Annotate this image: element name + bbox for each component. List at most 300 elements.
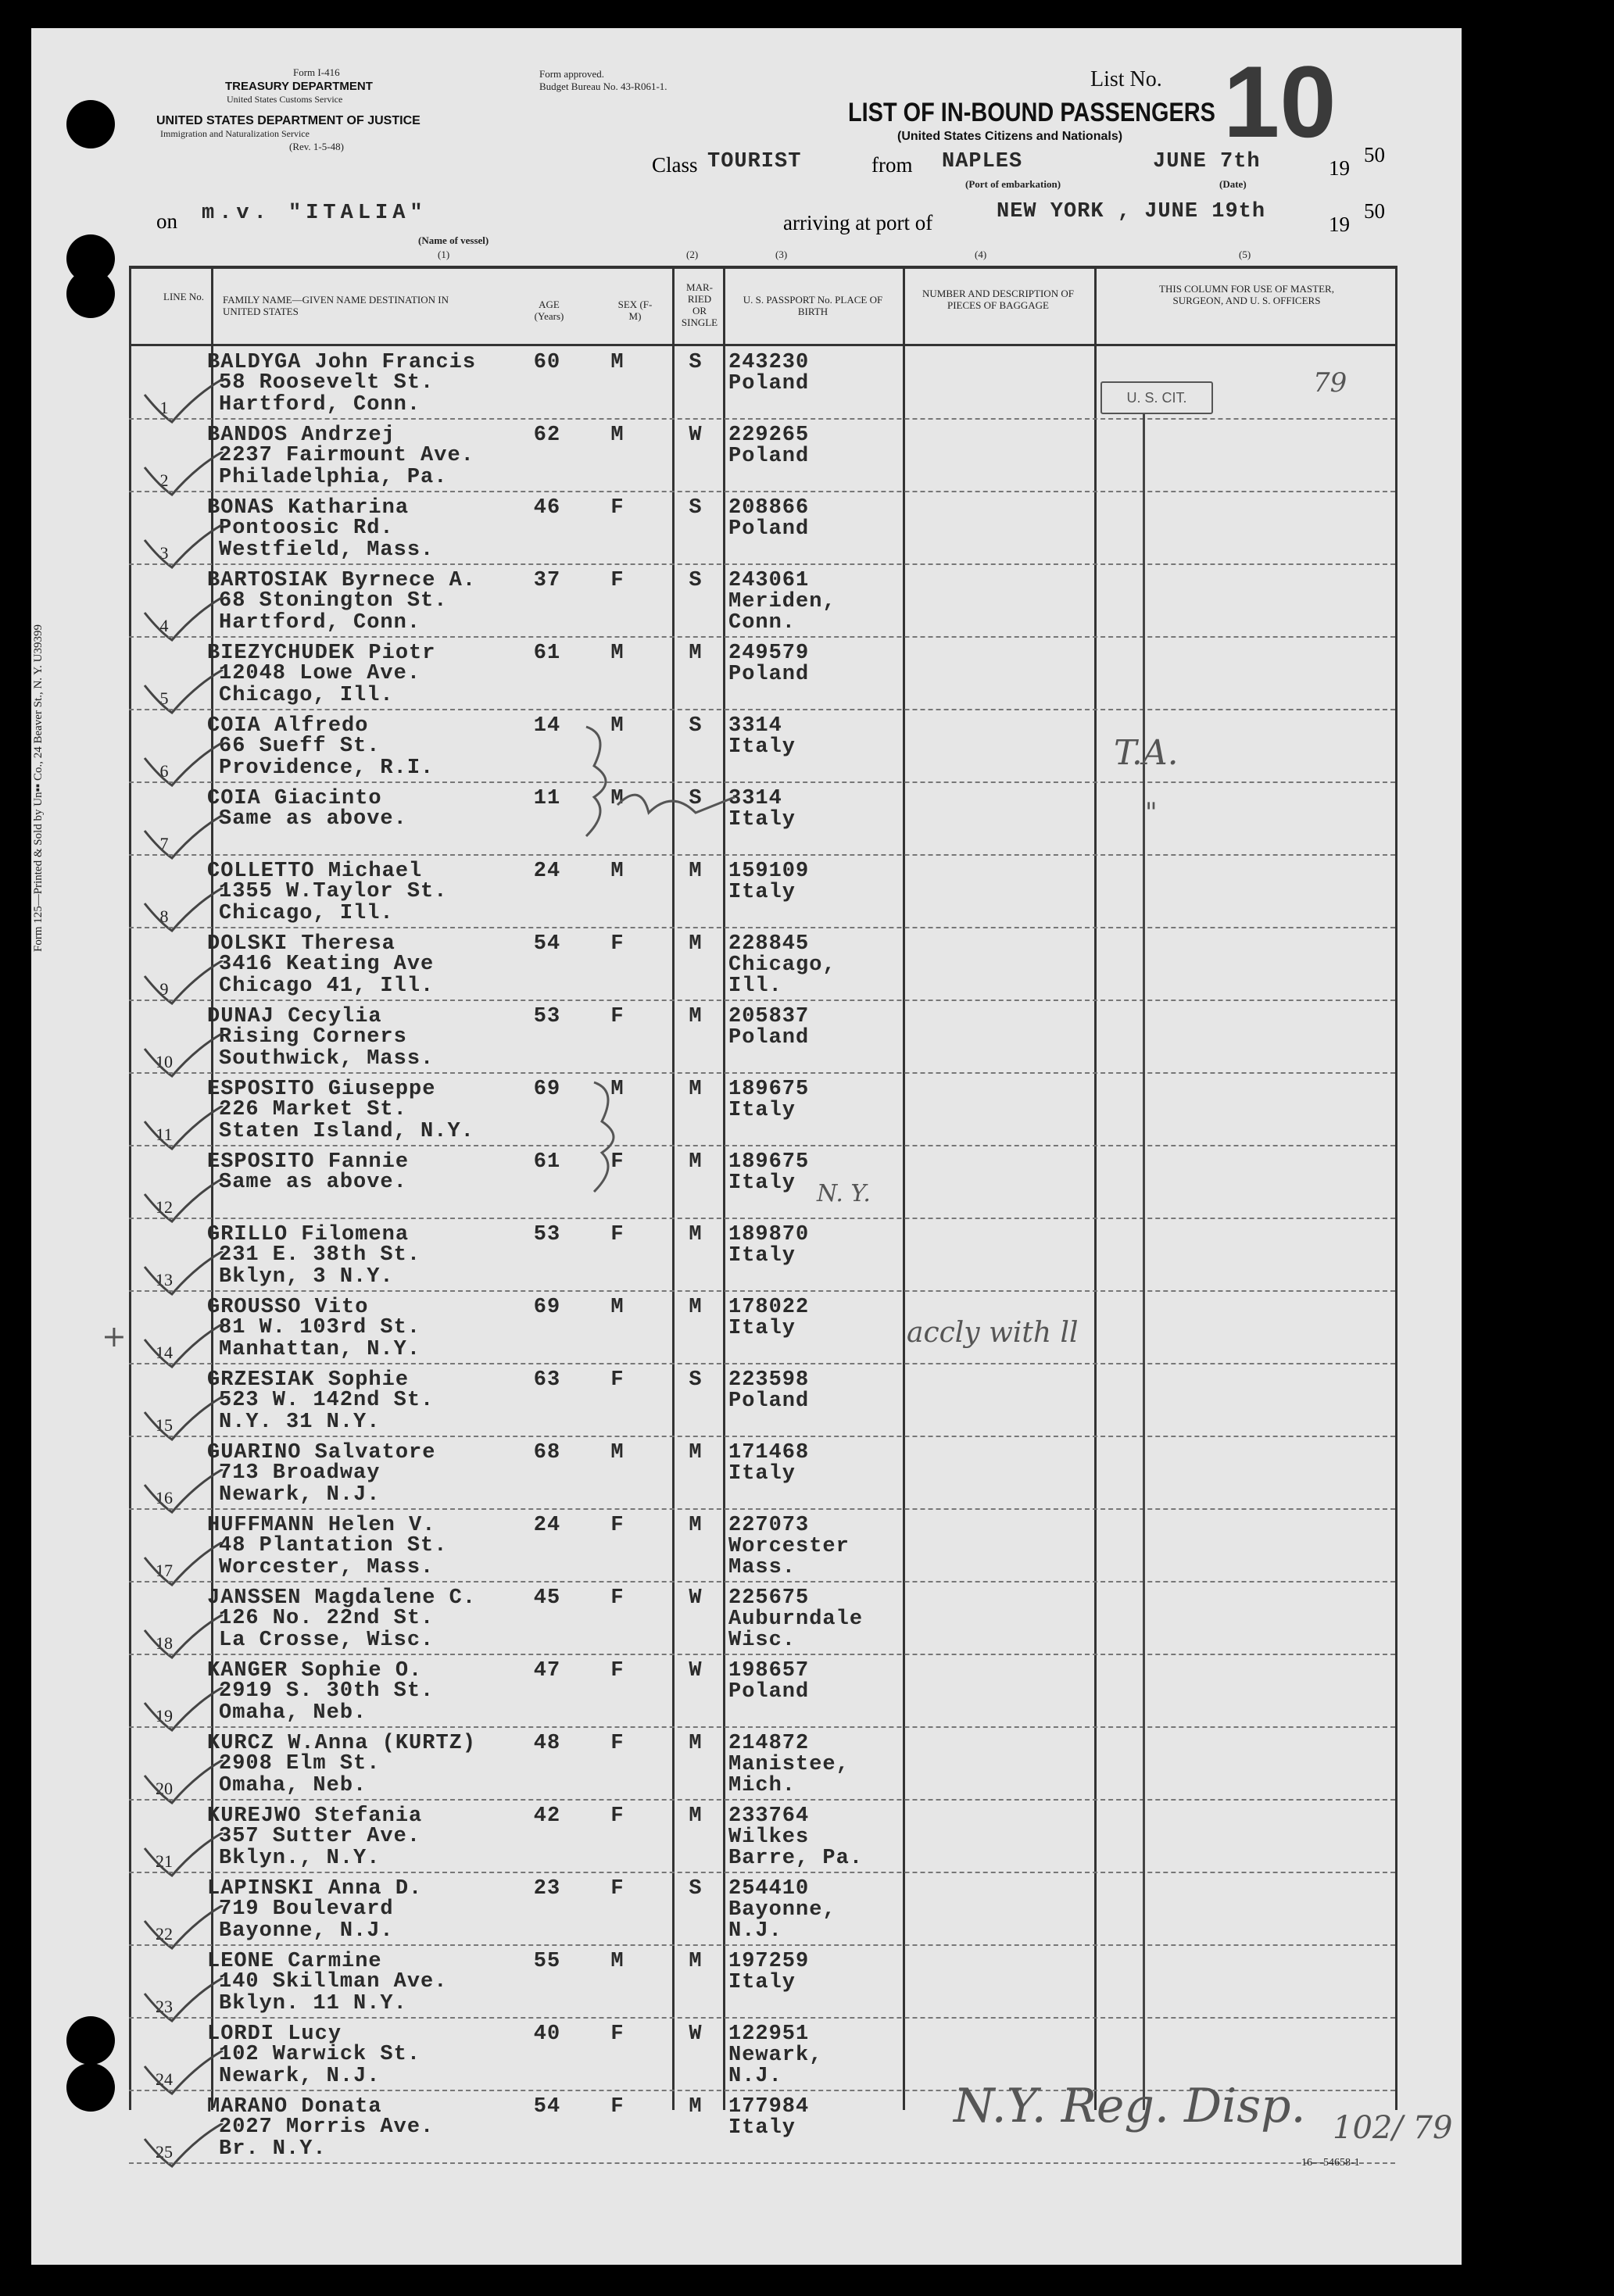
place-of-birth: Poland xyxy=(728,445,810,468)
line-number: 14 xyxy=(156,1343,173,1362)
place-of-birth: Meriden, xyxy=(728,590,836,613)
table-row xyxy=(0,420,1430,493)
line-number: 2 xyxy=(159,470,169,490)
destination-street: 2237 Fairmount Ave. xyxy=(219,444,474,467)
line-number: 5 xyxy=(159,688,169,708)
place-of-birth-cont: Ill. xyxy=(728,975,782,998)
row-rule xyxy=(129,927,1395,928)
passenger-name: MARANO Donata xyxy=(207,2095,382,2119)
year-suffix: 50 xyxy=(1364,143,1385,166)
place-of-birth: Italy xyxy=(728,1462,796,1486)
passenger-name: LEONE Carmine xyxy=(207,1950,382,1973)
col-number-1: (1) xyxy=(438,249,450,260)
passport-number: 197259 xyxy=(728,1950,810,1973)
place-of-birth-cont: N.J. xyxy=(728,1919,782,1943)
age-value: 54 xyxy=(533,932,561,956)
age-value: 47 xyxy=(533,1659,561,1683)
marital-status: M xyxy=(689,1150,703,1174)
sex-value: M xyxy=(610,860,624,883)
col-header-sex: SEX (F-M) xyxy=(617,299,653,322)
passenger-name: KUREJWO Stefania xyxy=(207,1804,423,1828)
destination-street: 68 Stonington St. xyxy=(219,589,448,613)
passport-number: 178022 xyxy=(728,1296,810,1319)
col-header-baggage: NUMBER AND DESCRIPTION OF PIECES OF BAGGAGE xyxy=(922,288,1074,311)
destination-city: Chicago, Ill. xyxy=(219,902,394,925)
table-row xyxy=(0,929,1430,1002)
place-of-birth: Bayonne, xyxy=(728,1898,836,1922)
place-of-birth: Auburndale xyxy=(728,1608,864,1631)
age-value: 37 xyxy=(533,569,561,592)
col-header-married: MAR- RIED OR SINGLE xyxy=(681,281,718,328)
destination-street: 1355 W.Taylor St. xyxy=(219,880,448,903)
line-number: 9 xyxy=(159,979,169,999)
place-of-birth: Manistee, xyxy=(728,1753,850,1776)
embarkation-port: NAPLES xyxy=(942,150,1023,173)
row-rule xyxy=(129,781,1395,783)
passport-number: 205837 xyxy=(728,1005,810,1028)
row-rule xyxy=(129,1000,1395,1001)
passport-number: 214872 xyxy=(728,1732,810,1755)
line-number: 3 xyxy=(159,543,169,563)
passport-number: 208866 xyxy=(728,496,810,520)
bracket-mark xyxy=(571,719,743,852)
place-of-birth: Italy xyxy=(728,1244,796,1268)
age-value: 69 xyxy=(533,1078,561,1101)
year-prefix-2: 19 xyxy=(1329,213,1350,236)
row-rule xyxy=(129,1581,1395,1583)
marital-status: S xyxy=(689,1877,703,1901)
age-value: 69 xyxy=(533,1296,561,1319)
row-rule xyxy=(129,563,1395,565)
destination-city: Bklyn, 3 N.Y. xyxy=(219,1265,394,1289)
row-rule xyxy=(129,1218,1395,1219)
place-of-birth: Poland xyxy=(728,1389,810,1413)
sex-value: F xyxy=(610,1368,624,1392)
place-of-birth: Poland xyxy=(728,372,810,395)
col-header-officers: THIS COLUMN FOR USE OF MASTER, SURGEON, AND U. S. OFFICERS xyxy=(1159,283,1334,306)
place-of-birth-cont: Wisc. xyxy=(728,1629,796,1652)
table-row xyxy=(0,1147,1430,1220)
passport-number: 243061 xyxy=(728,569,810,592)
destination-street: 66 Sueff St. xyxy=(219,735,381,758)
marital-status: M xyxy=(689,1078,703,1101)
sex-value: F xyxy=(610,2095,624,2119)
destination-street: 126 No. 22nd St. xyxy=(219,1607,435,1630)
destination-street: 140 Skillman Ave. xyxy=(219,1970,448,1994)
left-margin-mark: + xyxy=(102,1319,127,1354)
marital-status: M xyxy=(689,932,703,956)
marital-status: W xyxy=(689,424,703,447)
passenger-name: BALDYGA John Francis xyxy=(207,351,477,374)
line-number: 13 xyxy=(156,1270,173,1289)
sex-value: M xyxy=(610,1441,624,1465)
destination-city: Providence, R.I. xyxy=(219,756,435,780)
sex-value: M xyxy=(610,642,624,665)
arriving-label: arriving at port of xyxy=(783,211,933,234)
destination-city: Omaha, Neb. xyxy=(219,1774,367,1797)
destination-city: Br. N.Y. xyxy=(219,2137,327,2161)
marital-status: S xyxy=(689,1368,703,1392)
destination-city: Philadelphia, Pa. xyxy=(219,466,448,489)
footer-code: 16—54658-1 xyxy=(1301,2157,1360,2169)
destination-street: 231 E. 38th St. xyxy=(219,1243,421,1267)
passport-number: 249579 xyxy=(728,642,810,665)
line-number: 6 xyxy=(159,761,169,781)
row-rule xyxy=(129,1726,1395,1728)
document-subtitle: (United States Citizens and Nationals) xyxy=(897,130,1123,143)
sex-value: F xyxy=(610,1223,624,1246)
passenger-name: COIA Giacinto xyxy=(207,787,382,810)
list-no-label: List No. xyxy=(1090,67,1162,91)
line-number: 16 xyxy=(156,1488,173,1507)
row-rule xyxy=(129,1363,1395,1364)
destination-street: 81 W. 103rd St. xyxy=(219,1316,421,1339)
passport-number: 223598 xyxy=(728,1368,810,1392)
sex-value: F xyxy=(610,1586,624,1610)
passport-number: 254410 xyxy=(728,1877,810,1901)
passenger-name: DUNAJ Cecylia xyxy=(207,1005,382,1028)
line-number: 1 xyxy=(159,398,169,417)
sex-value: F xyxy=(610,496,624,520)
age-value: 48 xyxy=(533,1732,561,1755)
place-of-birth: Newark, xyxy=(728,2044,823,2067)
destination-city: Omaha, Neb. xyxy=(219,1701,367,1725)
passport-number: 189870 xyxy=(728,1223,810,1246)
table-row xyxy=(0,1511,1430,1583)
marital-status: M xyxy=(689,1514,703,1537)
ins-label: Immigration and Naturalization Service xyxy=(160,128,310,139)
destination-city: Southwick, Mass. xyxy=(219,1047,435,1071)
line-number: 25 xyxy=(156,2142,173,2162)
place-of-birth: Poland xyxy=(728,663,810,686)
marital-status: M xyxy=(689,1223,703,1246)
destination-city: Bklyn., N.Y. xyxy=(219,1847,381,1870)
destination-city: N.Y. 31 N.Y. xyxy=(219,1411,381,1434)
table-header-rule xyxy=(129,344,1395,346)
punch-hole xyxy=(66,270,115,318)
list-number: 10 xyxy=(1223,45,1337,159)
destination-street: 713 Broadway xyxy=(219,1461,381,1485)
place-of-birth-cont: Mich. xyxy=(728,1774,796,1797)
destination-city: Bklyn. 11 N.Y. xyxy=(219,1992,407,2015)
destination-city: La Crosse, Wisc. xyxy=(219,1629,435,1652)
class-label: Class xyxy=(652,153,698,177)
departure-date: JUNE 7th xyxy=(1153,150,1261,173)
destination-city: Manhattan, N.Y. xyxy=(219,1338,421,1361)
line-number: 24 xyxy=(156,2069,173,2089)
place-of-birth: Italy xyxy=(728,735,796,759)
col-number-2: (2) xyxy=(686,249,699,260)
marital-status: M xyxy=(689,2095,703,2119)
age-value: 40 xyxy=(533,2022,561,2046)
place-of-birth: Italy xyxy=(728,881,796,904)
sex-value: F xyxy=(610,569,624,592)
table-row xyxy=(0,1002,1430,1075)
place-of-birth: Chicago, xyxy=(728,953,836,977)
destination-city: Chicago, Ill. xyxy=(219,684,394,707)
destination-street: 719 Boulevard xyxy=(219,1897,394,1921)
marital-status: S xyxy=(689,787,703,810)
line-number: 4 xyxy=(159,616,169,635)
on-label: on xyxy=(156,209,177,233)
place-of-birth-cont: N.J. xyxy=(728,2065,782,2088)
row-rule xyxy=(129,1872,1395,1873)
sex-value: M xyxy=(610,787,624,810)
arrival-port-date: NEW YORK , JUNE 19th xyxy=(997,200,1266,224)
destination-street: 2908 Elm St. xyxy=(219,1752,381,1776)
place-of-birth: Italy xyxy=(728,1099,796,1122)
form-approved: Form approved. xyxy=(539,68,605,80)
row-rule xyxy=(129,1145,1395,1146)
passenger-name: BANDOS Andrzej xyxy=(207,424,395,447)
year-suffix-2: 50 xyxy=(1364,199,1385,223)
table-row xyxy=(0,348,1430,420)
date-caption: (Date) xyxy=(1219,178,1247,190)
rev-label: (Rev. 1-5-48) xyxy=(289,141,344,152)
marital-status: S xyxy=(689,569,703,592)
line-number: 17 xyxy=(156,1561,173,1580)
place-of-birth: Italy xyxy=(728,808,796,831)
passport-number: 177984 xyxy=(728,2095,810,2119)
passenger-name: KURCZ W.Anna (KURTZ) xyxy=(207,1732,477,1755)
marital-status: M xyxy=(689,1804,703,1828)
destination-city: Newark, N.J. xyxy=(219,1483,381,1507)
passenger-name: DOLSKI Theresa xyxy=(207,932,395,956)
vessel-caption: (Name of vessel) xyxy=(418,234,489,246)
passenger-name: ESPOSITO Giuseppe xyxy=(207,1078,436,1101)
age-value: 23 xyxy=(533,1877,561,1901)
sex-value: M xyxy=(610,1950,624,1973)
table-row xyxy=(0,857,1430,929)
age-value: 60 xyxy=(533,351,561,374)
age-value: 24 xyxy=(533,1514,561,1537)
row-rule xyxy=(129,2162,1395,2164)
age-value: 11 xyxy=(533,787,561,810)
passenger-name: HUFFMANN Helen V. xyxy=(207,1514,436,1537)
marital-status: M xyxy=(689,1732,703,1755)
row-rule xyxy=(129,1436,1395,1437)
age-value: 42 xyxy=(533,1804,561,1828)
handwritten-ta: T.A. xyxy=(1114,733,1179,773)
age-value: 24 xyxy=(533,860,561,883)
passport-number: 243230 xyxy=(728,351,810,374)
passport-number: 189675 xyxy=(728,1150,810,1174)
place-of-birth: Italy xyxy=(728,2116,796,2140)
line-number: 21 xyxy=(156,1851,173,1871)
table-row xyxy=(0,1729,1430,1801)
sex-value: F xyxy=(610,1005,624,1028)
table-row xyxy=(0,1583,1430,1656)
place-of-birth: Worcester xyxy=(728,1535,850,1558)
place-of-birth-cont: Barre, Pa. xyxy=(728,1847,864,1870)
age-value: 53 xyxy=(533,1005,561,1028)
sex-value: M xyxy=(610,424,624,447)
row-rule xyxy=(129,636,1395,638)
line-number: 10 xyxy=(156,1052,173,1071)
col-header-passport: U. S. PASSPORT No. PLACE OF BIRTH xyxy=(743,294,883,317)
col-number-3: (3) xyxy=(775,249,788,260)
handwritten-fraction: 102/ 79 xyxy=(1333,2110,1453,2146)
line-number: 8 xyxy=(159,907,169,926)
line-number: 22 xyxy=(156,1924,173,1944)
col-number-4: (4) xyxy=(975,249,987,260)
row-rule xyxy=(129,2017,1395,2019)
sex-value: F xyxy=(610,1150,624,1174)
destination-city: Westfield, Mass. xyxy=(219,538,435,562)
treasury-label: TREASURY DEPARTMENT xyxy=(225,80,373,93)
row-rule xyxy=(129,709,1395,710)
sex-value: F xyxy=(610,932,624,956)
passport-number: 171468 xyxy=(728,1441,810,1465)
row-rule xyxy=(129,854,1395,856)
passport-number: 3314 xyxy=(728,787,782,810)
passenger-name: ESPOSITO Fannie xyxy=(207,1150,410,1174)
passport-number: 198657 xyxy=(728,1659,810,1683)
marital-status: S xyxy=(689,351,703,374)
place-of-birth: Wilkes xyxy=(728,1826,810,1849)
passport-number: 159109 xyxy=(728,860,810,883)
passenger-name: JANSSEN Magdalene C. xyxy=(207,1586,477,1610)
destination-street: 523 W. 142nd St. xyxy=(219,1389,435,1412)
passenger-name: BIEZYCHUDEK Piotr xyxy=(207,642,436,665)
age-value: 55 xyxy=(533,1950,561,1973)
destination-street: 357 Sutter Ave. xyxy=(219,1825,421,1848)
destination-street: 2919 S. 30th St. xyxy=(219,1679,435,1703)
table-row xyxy=(0,1220,1430,1293)
age-value: 62 xyxy=(533,424,561,447)
table-row xyxy=(0,1656,1430,1729)
age-value: 61 xyxy=(533,1150,561,1174)
place-of-birth-cont: Mass. xyxy=(728,1556,796,1579)
passport-number: 3314 xyxy=(728,714,782,738)
passenger-name: BONAS Katharina xyxy=(207,496,410,520)
age-value: 63 xyxy=(533,1368,561,1392)
passenger-name: GRILLO Filomena xyxy=(207,1223,410,1246)
sex-value: F xyxy=(610,1804,624,1828)
marital-status: M xyxy=(689,1441,703,1465)
sex-value: F xyxy=(610,2022,624,2046)
destination-street: Same as above. xyxy=(219,807,407,831)
passport-number: 122951 xyxy=(728,2022,810,2046)
table-row xyxy=(0,1365,1430,1438)
class-value: TOURIST xyxy=(707,150,802,173)
line-number: 15 xyxy=(156,1415,173,1435)
passport-number: 227073 xyxy=(728,1514,810,1537)
table-row xyxy=(0,1947,1430,2019)
handwritten-ditto: " xyxy=(1145,797,1158,828)
col-header-age: AGE (Years) xyxy=(534,299,564,322)
row-rule xyxy=(129,1072,1395,1074)
budget-bureau: Budget Bureau No. 43-R061-1. xyxy=(539,80,667,92)
destination-city: Newark, N.J. xyxy=(219,2065,381,2088)
marital-status: W xyxy=(689,1586,703,1610)
destination-street: 3416 Keating Ave xyxy=(219,953,435,976)
passenger-name: LORDI Lucy xyxy=(207,2022,342,2046)
table-row xyxy=(0,1874,1430,1947)
row-rule xyxy=(129,418,1395,420)
marital-status: M xyxy=(689,1005,703,1028)
place-of-birth: Poland xyxy=(728,517,810,541)
passenger-name: COIA Alfredo xyxy=(207,714,369,738)
passenger-name: COLLETTO Michael xyxy=(207,860,423,883)
year-prefix: 19 xyxy=(1329,156,1350,180)
age-value: 14 xyxy=(533,714,561,738)
line-number: 23 xyxy=(156,1997,173,2016)
destination-street: 58 Roosevelt St. xyxy=(219,371,435,395)
marital-status: W xyxy=(689,1659,703,1683)
table-row xyxy=(0,638,1430,711)
line-number: 19 xyxy=(156,1706,173,1726)
line-number: 7 xyxy=(159,834,169,853)
destination-street: 226 Market St. xyxy=(219,1098,407,1121)
col-header-name: FAMILY NAME—GIVEN NAME DESTINATION IN UNITED STATES xyxy=(223,294,449,317)
passport-number: 229265 xyxy=(728,424,810,447)
age-value: 45 xyxy=(533,1586,561,1610)
from-label: from xyxy=(871,153,913,177)
embarkation-caption: (Port of embarkation) xyxy=(965,178,1061,190)
table-row xyxy=(0,1438,1430,1511)
table-row xyxy=(0,1075,1430,1147)
row-rule xyxy=(129,1654,1395,1655)
destination-street: 2027 Morris Ave. xyxy=(219,2115,435,2139)
sex-value: F xyxy=(610,1732,624,1755)
destination-street: 12048 Lowe Ave. xyxy=(219,662,421,685)
passenger-name: GRZESIAK Sophie xyxy=(207,1368,410,1392)
marital-status: M xyxy=(689,642,703,665)
table-top-rule xyxy=(129,266,1395,269)
passport-number: 225675 xyxy=(728,1586,810,1610)
place-of-birth-cont: Conn. xyxy=(728,611,796,635)
marital-status: S xyxy=(689,714,703,738)
age-value: 54 xyxy=(533,2095,561,2119)
destination-city: Staten Island, N.Y. xyxy=(219,1120,474,1143)
destination-city: Hartford, Conn. xyxy=(219,393,421,417)
document-title: LIST OF IN-BOUND PASSENGERS xyxy=(848,98,1215,127)
row-rule xyxy=(129,1508,1395,1510)
destination-city: Chicago 41, Ill. xyxy=(219,975,435,998)
sex-value: F xyxy=(610,1514,624,1537)
age-value: 61 xyxy=(533,642,561,665)
destination-street: 48 Plantation St. xyxy=(219,1534,448,1557)
sex-value: F xyxy=(610,1659,624,1683)
row-rule xyxy=(129,491,1395,492)
bracket-mark xyxy=(578,1075,672,1200)
sex-value: M xyxy=(610,351,624,374)
passport-number: 189675 xyxy=(728,1078,810,1101)
age-value: 68 xyxy=(533,1441,561,1465)
handwritten-79: 79 xyxy=(1313,367,1347,399)
destination-street: 102 Warwick St. xyxy=(219,2043,421,2066)
passenger-name: GUARINO Salvatore xyxy=(207,1441,436,1465)
col-number-5: (5) xyxy=(1239,249,1251,260)
marital-status: M xyxy=(689,860,703,883)
passenger-name: GROUSSO Vito xyxy=(207,1296,369,1319)
justice-label: UNITED STATES DEPARTMENT OF JUSTICE xyxy=(156,114,420,127)
table-row xyxy=(0,493,1430,566)
us-citizen-stamp: U. S. CIT. xyxy=(1100,381,1213,414)
sex-value: M xyxy=(610,1078,624,1101)
age-value: 46 xyxy=(533,496,561,520)
marital-status: W xyxy=(689,2022,703,2046)
destination-street: Pontoosic Rd. xyxy=(219,517,394,540)
row-rule xyxy=(129,1290,1395,1292)
destination-street: Rising Corners xyxy=(219,1025,407,1049)
place-of-birth: Italy xyxy=(728,1971,796,1994)
passenger-name: KANGER Sophie O. xyxy=(207,1659,423,1683)
destination-street: Same as above. xyxy=(219,1171,407,1194)
form-number: Form I-416 xyxy=(293,66,340,78)
passenger-name: LAPINSKI Anna D. xyxy=(207,1877,423,1901)
